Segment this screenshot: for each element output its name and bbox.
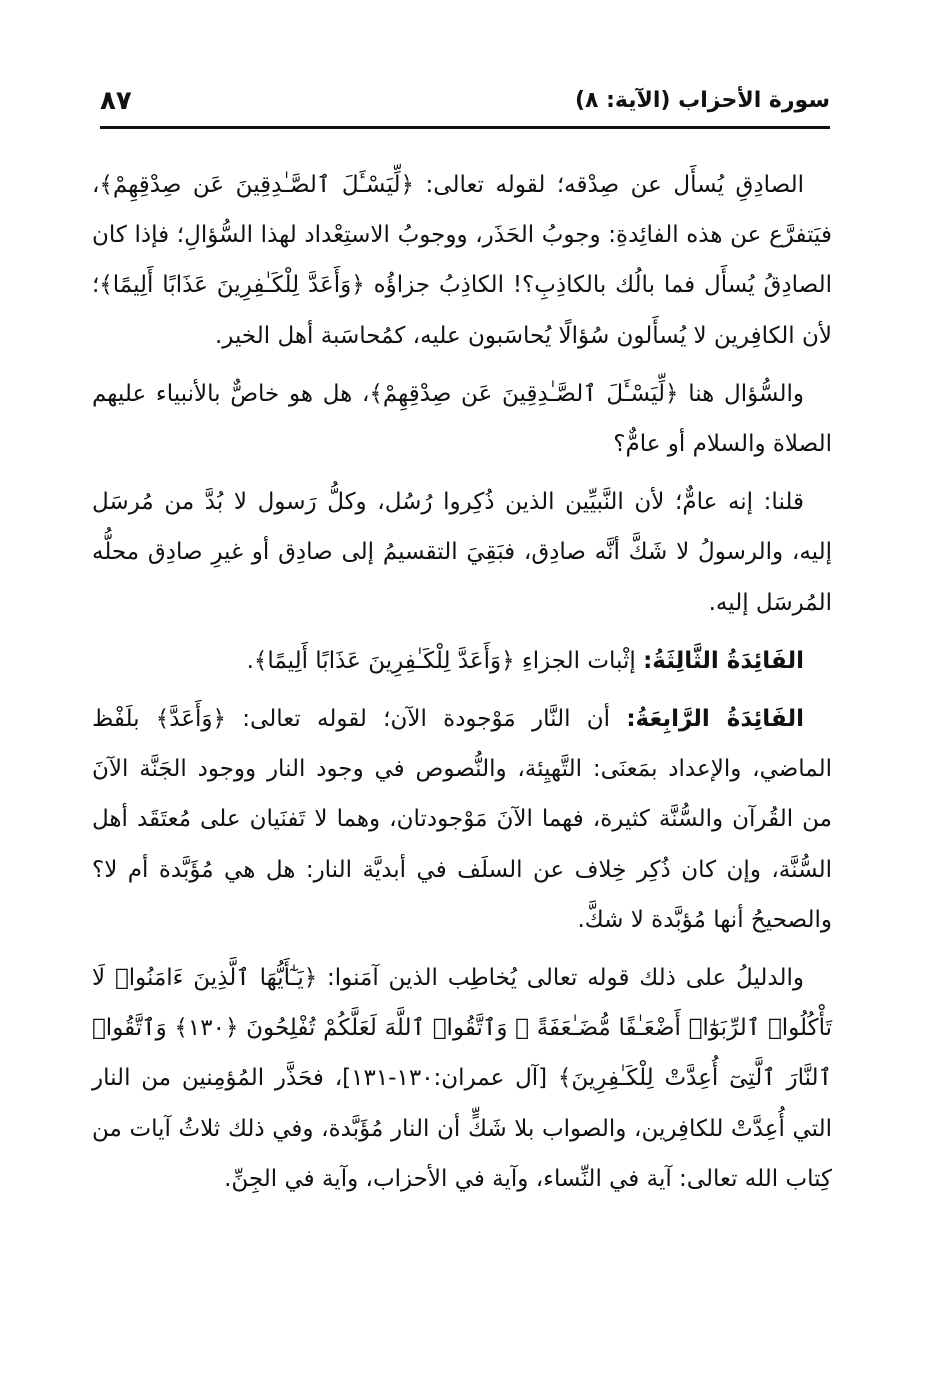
paragraph-3 bbox=[92, 477, 832, 628]
paragraph-4 bbox=[92, 636, 832, 686]
paragraph-5 bbox=[92, 694, 832, 945]
running-title: سورة الأحزاب (الآية: ٨) bbox=[574, 88, 830, 113]
paragraph-text: والسُّؤال هنا ﴿لِّيَسْـَٔلَ ٱلصَّـٰدِقِينَ عَن صِدْقِهِمْ﴾، هل هو خاصٌّ بالأنبياء عليهم الصلاة والسلام أو عامٌّ؟ bbox=[92, 380, 832, 458]
paragraph-text: إثْبات الجزاءِ ﴿وَأَعَدَّ لِلْكَـٰفِرِينَ عَذَابًا أَلِيمًا﴾. bbox=[246, 647, 644, 674]
page-number: ٨٧ bbox=[100, 86, 132, 116]
paragraph-text: قلنا: إنه عامٌّ؛ لأن النَّبيِّين الذين ذُكِروا رُسُل، وكلُّ رَسول لا بُدَّ من مُرسَل إليه، والرسولُ لا شَكَّ أنَّه صادِق، فبَقِيَ التقسيمُ إلى صادِق أو غيرِ صادِق محلُّه المُرسَل إليه. bbox=[92, 489, 832, 616]
paragraph-1 bbox=[92, 160, 832, 361]
paragraph-2 bbox=[92, 369, 832, 469]
benefit-heading-fourth: الفَائِدَةُ الرَّابِعَةُ: bbox=[626, 706, 804, 733]
page-header bbox=[100, 86, 830, 126]
paragraph-text: والدليلُ على ذلك قوله تعالى يُخاطِب الذين آمَنوا: ﴿يَـٰٓأَيُّهَا ٱلَّذِينَ ءَامَنُوا۟ لَا تَأْكُلُوا۟ ٱلرِّبَوٰٓا۟ أَضْعَـٰفًا مُّضَـٰعَفَةً ۖ وَٱتَّقُوا۟ ٱللَّهَ لَعَلَّكُمْ تُفْلِحُونَ ﴿١٣٠﴾ وَٱتَّقُوا۟ ٱلنَّارَ ٱلَّتِىٓ أُعِدَّتْ لِلْكَـٰفِرِينَ﴾ [آل عمران:١٣٠-١٣١]، فحَذَّر المُؤمِنين من النار التي أُعِدَّتْ للكافِرين، والصواب بلا شَكٍّ أن النار مُؤَبَّدة، وفي ذلك ثلاثُ آيات من كِتاب الله تعالى: آية في النِّساء، وآية في الأحزاب، وآية في الجِنِّ. bbox=[92, 965, 833, 1192]
body-text bbox=[92, 160, 832, 1212]
benefit-heading-third: الفَائِدَةُ الثَّالِثَةُ: bbox=[643, 647, 804, 674]
header-divider bbox=[100, 126, 830, 129]
paragraph-text: الصادِقِ يُسأَل عن صِدْقه؛ لقوله تعالى: ﴿لِّيَسْـَٔلَ ٱلصَّـٰدِقِينَ عَن صِدْقِهِمْ﴾، فيَتفرَّع عن هذه الفائِدةِ: وجوبُ الحَذَر، ووجوبُ الاستِعْداد لهذا السُّؤالِ؛ فإذا كان الصادِقُ يُسأَل فما بالُك بالكاذِبِ؟! الكاذِبُ جزاؤُه ﴿وَأَعَدَّ لِلْكَـٰفِرِينَ عَذَابًا أَلِيمًا﴾؛ لأن الكافِرين لا يُسأَلون سُؤالًا يُحاسَبون عليه، كمُحاسَبة أهل الخير. bbox=[92, 172, 832, 349]
paragraph-6 bbox=[92, 953, 832, 1204]
paragraph-text: أن النَّار مَوْجودة الآن؛ لقوله تعالى: ﴿وَأَعَدَّ﴾ بلَفْظ الماضي، والإعداد بمَعنَى: التَّهيِئة، والنُّصوص في وجود النار ووجود الجَنَّة الآنَ من القُرآن والسُّنَّة كثيرة، فهما الآنَ مَوْجودتان، وهما لا تَفنَيان على مُعتَقَد أهل السُّنَّة، وإن كان ذُكِر خِلاف عن السلَف في أبديَّة النار: هل هي مُؤَبَّدة أم لا؟ والصحيحُ أنها مُؤبَّدة لا شكَّ. bbox=[92, 706, 832, 933]
